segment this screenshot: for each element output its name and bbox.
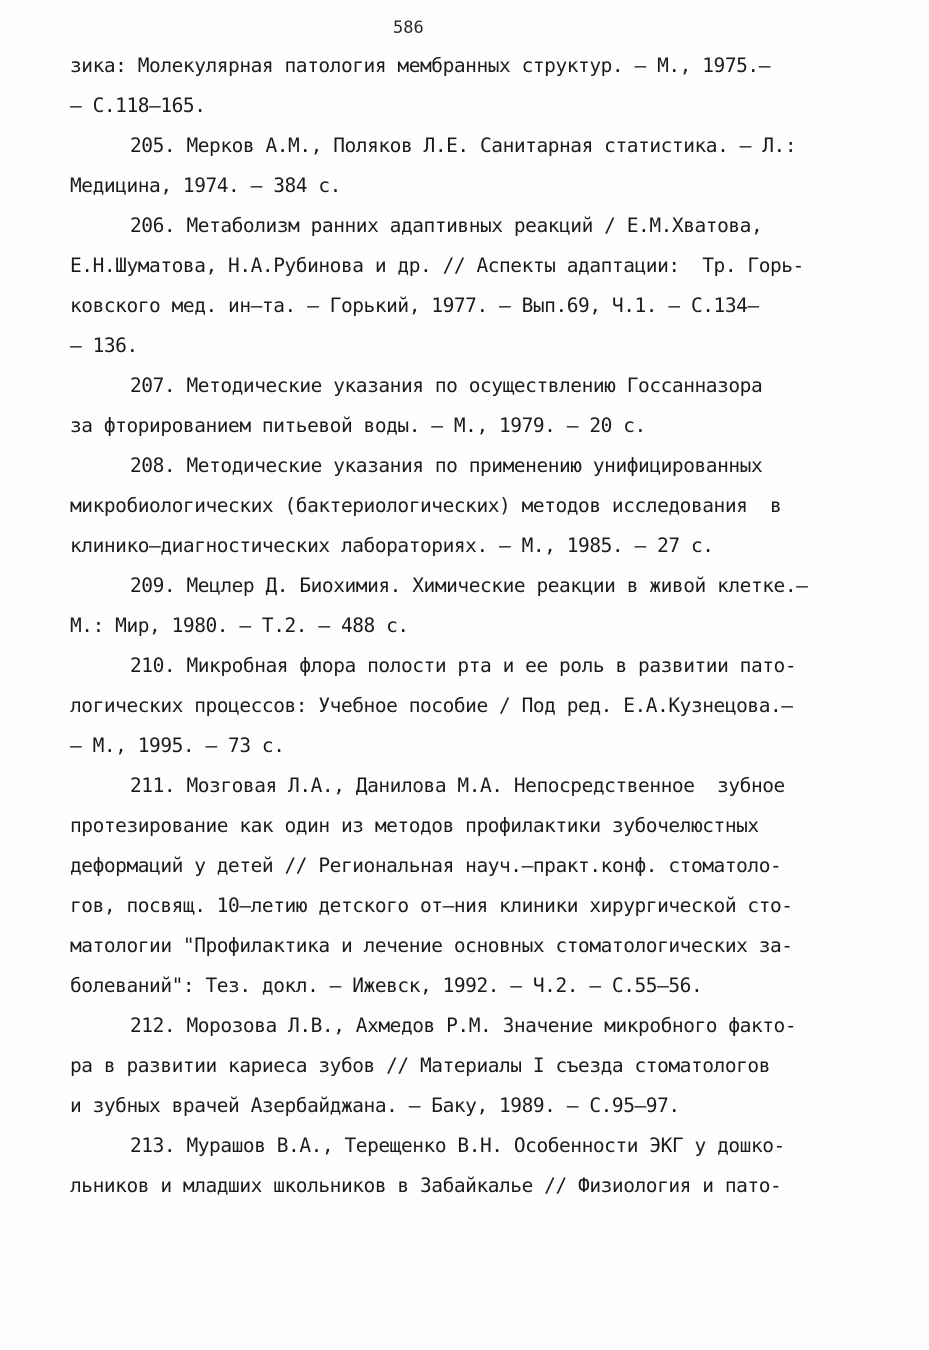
reference-212-line: 212. Морозова Л.В., Ахмедов Р.М. Значение микробного факто- xyxy=(130,1014,797,1037)
text-line: деформаций у детей // Региональная науч.–практ.конф. стоматоло- xyxy=(70,854,782,877)
text-line: Е.Н.Шуматова, Н.А.Рубинова и др. // Аспекты адаптации: Тр. Горь- xyxy=(70,254,804,277)
text-line: гов, посвящ. 10–летию детского от–ния клиники хирургической сто- xyxy=(70,894,793,917)
reference-210-line: 210. Микробная флора полости рта и ее роль в развитии пато- xyxy=(130,654,797,677)
text-line: – М., 1995. – 73 с. xyxy=(70,734,285,757)
text-line: микробиологических (бактериологических) методов исследования в xyxy=(70,494,782,517)
text-line: протезирование как один из методов профилактики зубочелюстных xyxy=(70,814,759,837)
reference-206-line: 206. Метаболизм ранних адаптивных реакций / Е.М.Хватова, xyxy=(130,214,763,237)
text-line: – 136. xyxy=(70,334,138,357)
text-line: клинико–диагностических лабораториях. – М., 1985. – 27 с. xyxy=(70,534,714,557)
text-line: зика: Молекулярная патология мембранных структур. – М., 1975.– xyxy=(70,54,770,77)
reference-213-line: 213. Мурашов В.А., Терещенко В.Н. Особенности ЭКГ у дошко- xyxy=(130,1134,785,1157)
text-line: логических процессов: Учебное пособие / Под ред. Е.А.Кузнецова.– xyxy=(70,694,793,717)
text-line: – С.118–165. xyxy=(70,94,206,117)
text-line: льников и младших школьников в Забайкалье // Физиология и пато- xyxy=(70,1174,782,1197)
reference-205-line: 205. Мерков А.М., Поляков Л.Е. Санитарная статистика. – Л.: xyxy=(130,134,797,157)
text-line: болеваний": Тез. докл. – Ижевск, 1992. – Ч.2. – С.55–56. xyxy=(70,974,703,997)
text-line: ковского мед. ин–та. – Горький, 1977. – Вып.69, Ч.1. – С.134– xyxy=(70,294,759,317)
reference-209-line: 209. Мецлер Д. Биохимия. Химические реакции в живой клетке.– xyxy=(130,574,808,597)
page-number: 586 xyxy=(393,18,424,38)
text-line: Медицина, 1974. – 384 с. xyxy=(70,174,341,197)
text-line: за фторированием питьевой воды. – М., 1979. – 20 с. xyxy=(70,414,646,437)
reference-207-line: 207. Методические указания по осуществлению Госсанназора xyxy=(130,374,763,397)
reference-211-line: 211. Мозговая Л.А., Данилова М.А. Непосредственное зубное xyxy=(130,774,785,797)
text-line: матологии "Профилактика и лечение основных стоматологических за- xyxy=(70,934,793,957)
text-line: М.: Мир, 1980. – Т.2. – 488 с. xyxy=(70,614,409,637)
text-line: ра в развитии кариеса зубов // Материалы I съезда стоматологов xyxy=(70,1054,770,1077)
reference-208-line: 208. Методические указания по применению унифицированных xyxy=(130,454,763,477)
text-line: и зубных врачей Азербайджана. – Баку, 1989. – С.95–97. xyxy=(70,1094,680,1117)
